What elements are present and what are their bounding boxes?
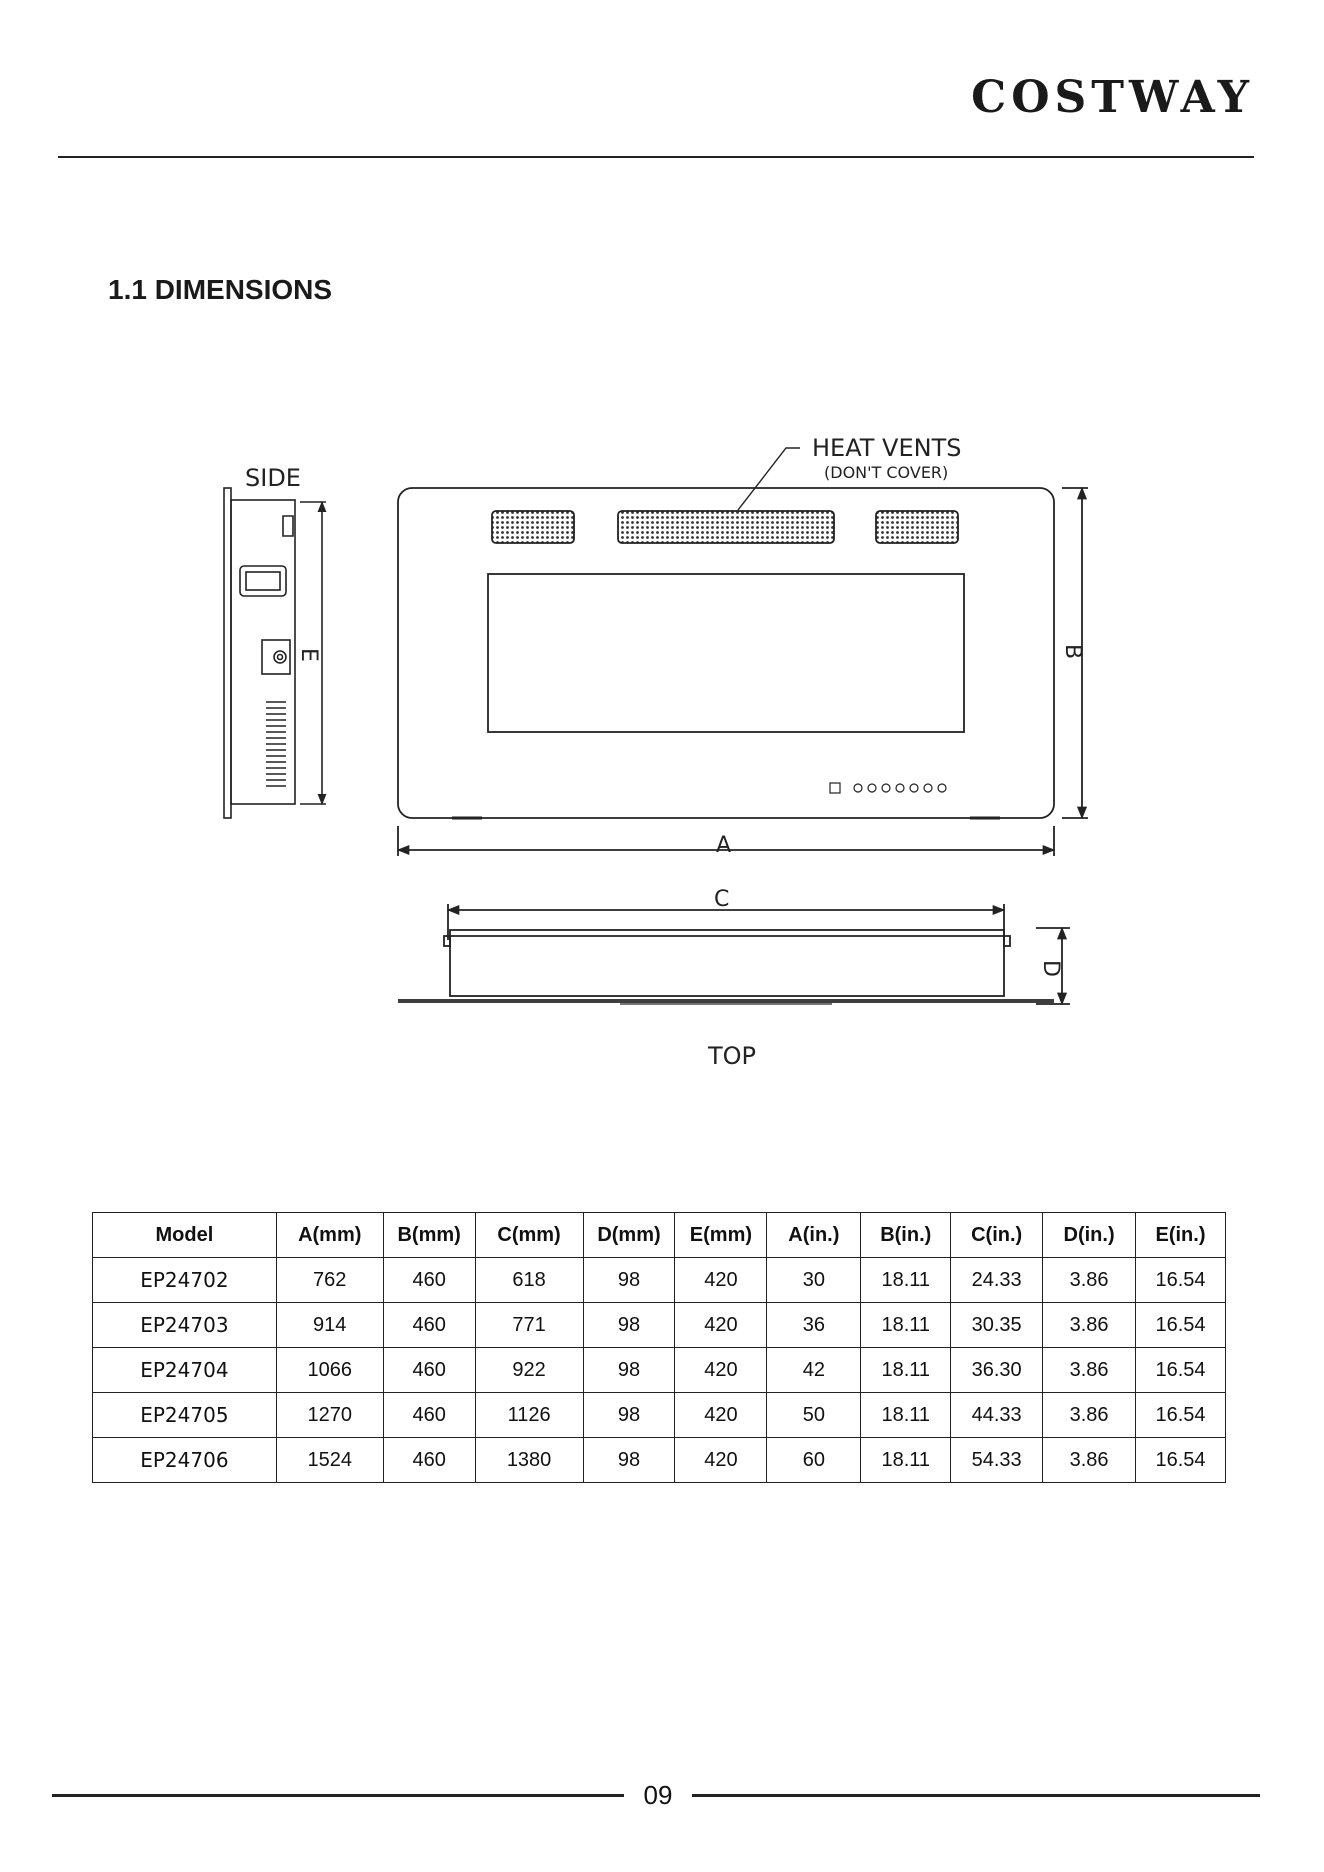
table-cell: 460 <box>383 1258 475 1303</box>
heat-vents-callout-subtitle: (DON'T COVER) <box>824 463 949 482</box>
table-cell: 771 <box>475 1303 583 1348</box>
table-cell: 50 <box>767 1393 861 1438</box>
footer-divider-right <box>692 1794 1260 1797</box>
footer-divider-left <box>52 1794 624 1797</box>
callout-leader <box>738 448 800 510</box>
table-cell: 98 <box>583 1348 675 1393</box>
table-cell: 460 <box>383 1303 475 1348</box>
dimension-e-label: E <box>296 648 321 662</box>
table-cell: EP24705 <box>93 1393 277 1438</box>
table-cell: 3.86 <box>1043 1258 1136 1303</box>
heat-vents-callout-title: HEAT VENTS <box>812 434 962 462</box>
table-cell: 18.11 <box>861 1438 951 1483</box>
header-a-in: A(in.) <box>767 1213 861 1258</box>
table-cell: 98 <box>583 1393 675 1438</box>
table-cell: EP24702 <box>93 1258 277 1303</box>
table-cell: 3.86 <box>1043 1438 1136 1483</box>
table-cell: 36 <box>767 1303 861 1348</box>
table-cell: 18.11 <box>861 1258 951 1303</box>
header-model: Model <box>93 1213 277 1258</box>
table-cell: 16.54 <box>1136 1438 1226 1483</box>
table-cell: 18.11 <box>861 1348 951 1393</box>
table-cell: 30.35 <box>951 1303 1043 1348</box>
header-a-mm: A(mm) <box>276 1213 383 1258</box>
dimension-b-label: B <box>1060 644 1085 660</box>
table-cell: 762 <box>276 1258 383 1303</box>
table-cell: 1270 <box>276 1393 383 1438</box>
table-cell: 98 <box>583 1258 675 1303</box>
header-c-mm: C(mm) <box>475 1213 583 1258</box>
header-b-mm: B(mm) <box>383 1213 475 1258</box>
heat-vent-center <box>618 511 834 543</box>
control-panel <box>830 783 946 793</box>
side-view-label: SIDE <box>245 464 301 492</box>
top-view-label: TOP <box>708 1042 757 1070</box>
table-cell: 42 <box>767 1348 861 1393</box>
table-cell: 30 <box>767 1258 861 1303</box>
table-cell: EP24703 <box>93 1303 277 1348</box>
side-view <box>224 464 326 818</box>
table-cell: 3.86 <box>1043 1348 1136 1393</box>
header-e-in: E(in.) <box>1136 1213 1226 1258</box>
table-row <box>93 1438 1226 1483</box>
table-row <box>93 1348 1226 1393</box>
table-cell: EP24704 <box>93 1348 277 1393</box>
table-cell: 16.54 <box>1136 1303 1226 1348</box>
dimension-c-label: C <box>714 887 730 912</box>
table-cell: 18.11 <box>861 1393 951 1438</box>
table-cell: 16.54 <box>1136 1393 1226 1438</box>
table-cell: 18.11 <box>861 1303 951 1348</box>
table-cell: 16.54 <box>1136 1258 1226 1303</box>
table-cell: 1126 <box>475 1393 583 1438</box>
dimension-d-label: D <box>1038 960 1063 977</box>
table-cell: 60 <box>767 1438 861 1483</box>
table-row <box>93 1393 1226 1438</box>
table-cell: 16.54 <box>1136 1348 1226 1393</box>
table-cell: 922 <box>475 1348 583 1393</box>
table-cell: 914 <box>276 1303 383 1348</box>
header-d-in: D(in.) <box>1043 1213 1136 1258</box>
table-cell: 460 <box>383 1348 475 1393</box>
dimension-a-label: A <box>716 833 732 858</box>
table-cell: 420 <box>675 1438 767 1483</box>
table-cell: 54.33 <box>951 1438 1043 1483</box>
page-number: 09 <box>643 1780 673 1810</box>
table-row <box>93 1258 1226 1303</box>
brand-logo: COSTWAY <box>971 72 1254 123</box>
header-d-mm: D(mm) <box>583 1213 675 1258</box>
table-cell: 460 <box>383 1393 475 1438</box>
side-vent-slots <box>266 702 286 786</box>
dimensions-table <box>92 1212 1226 1483</box>
table-cell: 1380 <box>475 1438 583 1483</box>
table-cell: 420 <box>675 1303 767 1348</box>
table-cell: 420 <box>675 1348 767 1393</box>
table-cell: 420 <box>675 1393 767 1438</box>
heat-vent-left <box>492 511 574 543</box>
table-cell: 460 <box>383 1438 475 1483</box>
section-title: 1.1 DIMENSIONS <box>108 274 333 305</box>
table-cell: 24.33 <box>951 1258 1043 1303</box>
table-cell: 618 <box>475 1258 583 1303</box>
table-header-row <box>93 1213 1226 1258</box>
table-cell: 420 <box>675 1258 767 1303</box>
table-cell: 98 <box>583 1438 675 1483</box>
table-row <box>93 1303 1226 1348</box>
header-e-mm: E(mm) <box>675 1213 767 1258</box>
header-c-in: C(in.) <box>951 1213 1043 1258</box>
top-view <box>398 904 1070 1004</box>
table-cell: 36.30 <box>951 1348 1043 1393</box>
front-view <box>398 448 1088 856</box>
table-cell: 1524 <box>276 1438 383 1483</box>
header-b-in: B(in.) <box>861 1213 951 1258</box>
table-cell: 44.33 <box>951 1393 1043 1438</box>
table-cell: 3.86 <box>1043 1303 1136 1348</box>
flame-window <box>488 574 964 732</box>
heat-vent-right <box>876 511 958 543</box>
table-cell: 98 <box>583 1303 675 1348</box>
table-cell: 1066 <box>276 1348 383 1393</box>
table-cell: 3.86 <box>1043 1393 1136 1438</box>
table-cell: EP24706 <box>93 1438 277 1483</box>
